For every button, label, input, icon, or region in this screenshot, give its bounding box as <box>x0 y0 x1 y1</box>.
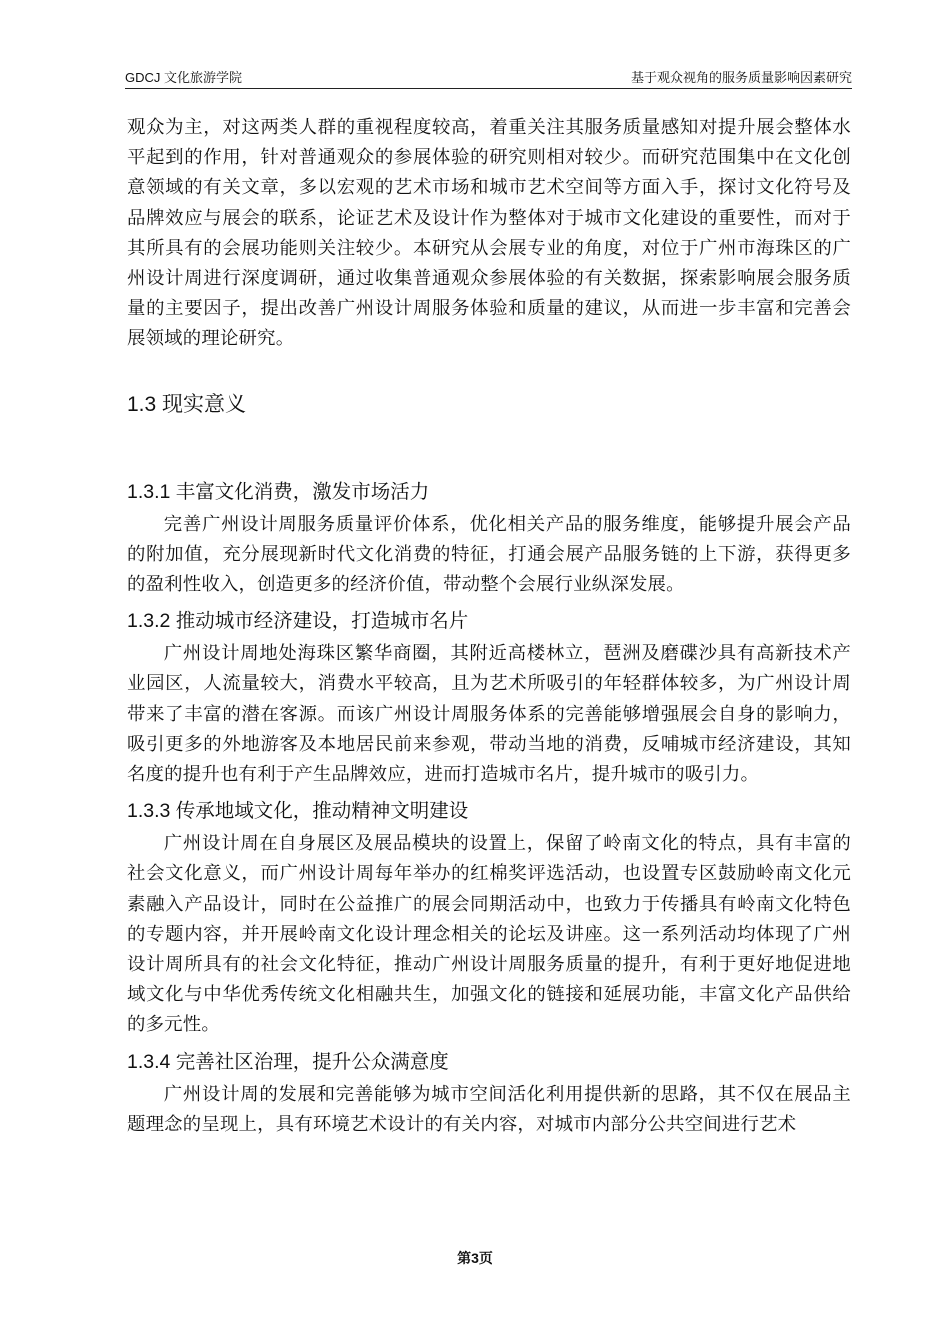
page-number: 第3页 <box>457 1250 493 1266</box>
section-heading-1-3: 1.3 现实意义 <box>127 392 247 416</box>
subsection-heading-1-3-4: 1.3.4 完善社区治理，提升公众满意度 <box>127 1050 449 1073</box>
subsection-heading-1-3-3: 1.3.3 传承地域文化，推动精神文明建设 <box>127 800 469 823</box>
header-institution: GDCJ 文化旅游学院 <box>125 70 243 85</box>
subsection-paragraph-1-3-1: 完善广州设计周服务质量评价体系，优化相关产品的服务维度，能够提升展会产品的附加值，充分展现新时代文化消费的特征，打通会展产品服务链的上下游，获得更多的盈利性收入，创造更多的经济价值，带动整个会展行业纵深发展。 <box>127 513 851 596</box>
page-body <box>127 113 851 1140</box>
subsection-paragraph-1-3-3: 广州设计周在自身展区及展品模块的设置上，保留了岭南文化的特点，具有丰富的社会文化意义，而广州设计周每年举办的红棉奖评选活动，也设置专区鼓励岭南文化元素融入产品设计，同时在公益推广的展会同期活动中，也致力于传播具有岭南文化特色的专题内容，并开展岭南文化设计理念相关的论坛及讲座。这一系列活动均体现了广州设计周所具有的社会文化特征，推动广州设计周服务质量的提升，有利于更好地促进地域文化与中华优秀传统文化相融共生，加强文化的链接和延展功能，丰富文化产品供给的多元性。 <box>127 833 851 1036</box>
subsection-paragraph-1-3-2: 广州设计周地处海珠区繁华商圈，其附近高楼林立，琶洲及磨碟沙具有高新技术产业园区，人流量较大，消费水平较高，且为艺术所吸引的年轻群体较多，为广州设计周带来了丰富的潜在客源。而该广州设计周服务体系的完善能够增强展会自身的影响力，吸引更多的外地游客及本地居民前来参观，带动当地的消费，反哺城市经济建设，其知名度的提升也有利于产生品牌效应，进而打造城市名片，提升城市的吸引力。 <box>127 643 851 786</box>
subsection-heading-1-3-1: 1.3.1 丰富文化消费，激发市场活力 <box>127 480 430 503</box>
subsection-heading-1-3-2: 1.3.2 推动城市经济建设，打造城市名片 <box>127 610 469 633</box>
intro-paragraph: 观众为主，对这两类人群的重视程度较高，着重关注其服务质量感知对提升展会整体水平起到的作用，针对普通观众的参展体验的研究则相对较少。而研究范围集中在文化创意领域的有关文章，多以宏观的艺术市场和城市艺术空间等方面入手，探讨文化符号及品牌效应与展会的联系，论证艺术及设计作为整体对于城市文化建设的重要性，而对于其所具有的会展功能则关注较少。本研究从会展专业的角度，对位于广州市海珠区的广州设计周进行深度调研，通过收集普通观众参展体验的有关数据，探索影响展会服务质量的主要因子，提出改善广州设计周服务体验和质量的建议，从而进一步丰富和完善会展领域的理论研究。 <box>127 117 851 350</box>
header-thesis-title: 基于观众视角的服务质量影响因素研究 <box>630 70 852 85</box>
page-header <box>125 68 852 89</box>
subsection-paragraph-1-3-4: 广州设计周的发展和完善能够为城市空间活化利用提供新的思路，其不仅在展品主题理念的呈现上，具有环境艺术设计的有关内容，对城市内部分公共空间进行艺术 <box>127 1083 851 1135</box>
